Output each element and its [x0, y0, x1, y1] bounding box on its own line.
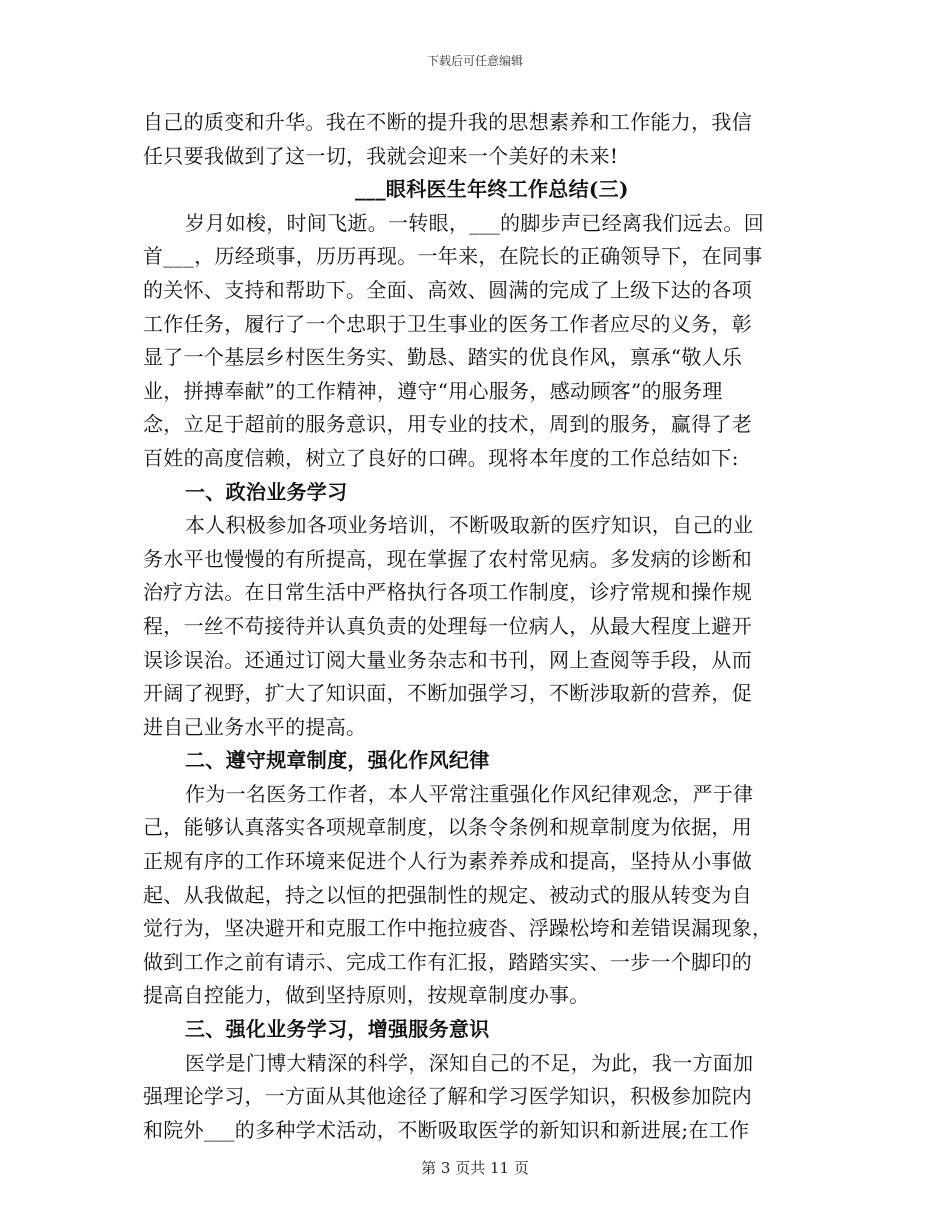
- text-line: 进自己业务水平的提高。: [143, 714, 367, 739]
- page-footer: 第 3 页共 11 页: [421, 1159, 529, 1177]
- paragraph-start-line: 医学是门博大精深的科学，深知自己的不足，为此，我一方面加: [185, 1050, 754, 1075]
- text-line: 工作任务，履行了一个忠职于卫生事业的医务工作者应尽的义务，彰: [143, 311, 752, 336]
- text-line: 自己的质变和升华。我在不断的提升我的思想素养和工作能力，我信: [143, 110, 752, 134]
- text-line: 任只要我做到了这一切，我就会迎来一个美好的未来!: [143, 143, 619, 168]
- text-line: 觉行为，坚决避开和克服工作中拖拉疲沓、浮躁松垮和差错误漏现象，: [143, 916, 773, 941]
- text-line: 做到工作之前有请示、完成工作有汇报，踏踏实实、一步一个脚印的: [143, 949, 752, 974]
- paragraph-start-line: 作为一名医务工作者，本人平常注重强化作风纪律观念，严于律: [185, 781, 754, 806]
- text-line: 误诊误治。还通过订阅大量业务杂志和书刊，网上查阅等手段，从而: [143, 647, 752, 672]
- text-line: 己，能够认真落实各项规章制度，以条令条例和规章制度为依据，用: [143, 815, 752, 840]
- text-line: 开阔了视野，扩大了知识面，不断加强学习，不断涉取新的营养，促: [143, 681, 752, 706]
- text-line: 起、从我做起，持之以恒的把强制性的规定、被动式的服从转变为自: [143, 882, 752, 907]
- page-header: 下载后可任意编辑: [426, 54, 523, 68]
- section-heading: 三、强化业务学习，增强服务意识: [185, 1017, 490, 1042]
- section-heading: 二、遵守规章制度，强化作风纪律: [185, 748, 490, 773]
- text-line: 治疗方法。在日常生活中严格执行各项工作制度，诊疗常规和操作规: [143, 580, 752, 605]
- section-heading: 一、政治业务学习: [185, 479, 348, 504]
- text-line: 和院外___的多种学术活动，不断吸取医学的新知识和新进展;在工作: [143, 1117, 750, 1142]
- text-line: 显了一个基层乡村医生务实、勤恳、踏实的优良作风，禀承“敬人乐: [143, 345, 743, 370]
- paragraph-start-line: 岁月如梭，时间飞逝。一转眼，___的脚步声已经离我们远去。回: [185, 210, 764, 235]
- document-title: ___眼科医生年终工作总结(三): [355, 177, 629, 202]
- paragraph-start-line: 本人积极参加各项业务培训，不断吸取新的医疗知识，自己的业: [185, 513, 754, 538]
- text-line: 正规有序的工作环境来促进个人行为素养养成和提高，坚持从小事做: [143, 849, 752, 874]
- text-line: 百姓的高度信赖，树立了良好的口碑。现将本年度的工作总结如下:: [143, 445, 739, 470]
- text-line: 强理论学习，一方面从其他途径了解和学习医学知识，积极参加院内: [143, 1084, 752, 1109]
- text-line: 务水平也慢慢的有所提高，现在掌握了农村常见病。多发病的诊断和: [143, 546, 752, 571]
- text-line: 提高自控能力，做到坚持原则，按规章制度办事。: [143, 983, 590, 1008]
- text-line: 首___，历经琐事，历历再现。一年来，在院长的正确领导下，在同事: [143, 244, 763, 269]
- text-line: 的关怀、支持和帮助下。全面、高效、圆满的完成了上级下达的各项: [143, 277, 752, 302]
- document-body: [143, 106, 807, 1147]
- text-line: 念，立足于超前的服务意识，用专业的技术，周到的服务，赢得了老: [143, 412, 752, 437]
- text-line: 程，一丝不苟接待并认真负责的处理每一位病人，从最大程度上避开: [143, 613, 752, 638]
- text-line: 业，拼搏奉献”的工作精神，遵守“用心服务，感动顾客”的服务理: [143, 378, 723, 403]
